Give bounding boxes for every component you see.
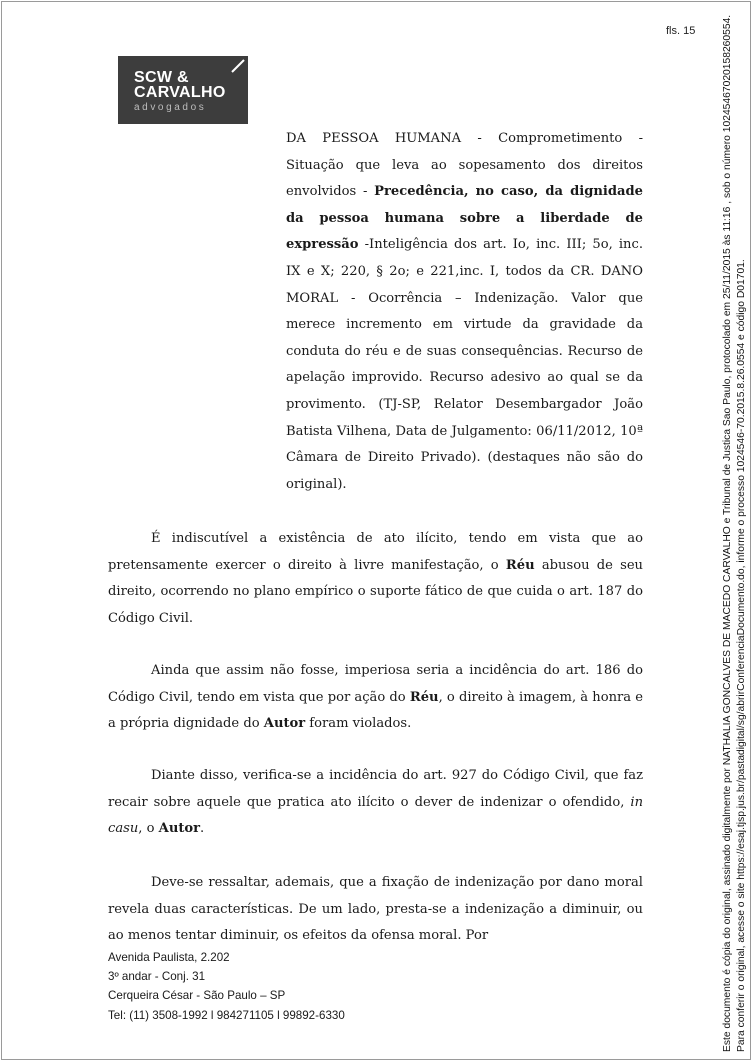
paragraph-1 (108, 526, 643, 632)
stamp-line-2: Para conferir o original, acesse o site https://esaj.tjsp.jus.br/pastadigital/sg/abrirConferenciaDocumento.do, informe o processo 1024546-70.2015.8.26.0554 e código D01701. (735, 259, 747, 1052)
p3-text-e: . (200, 821, 205, 837)
p2-autor: Autor (263, 716, 306, 732)
logo-line-2: CARVALHO (134, 84, 226, 101)
footer-address (108, 948, 428, 1025)
p1-reu: Réu (505, 557, 535, 573)
paragraph-2 (108, 658, 643, 738)
p2-reu: Réu (409, 689, 439, 705)
logo-line-3: advogados (134, 102, 207, 113)
quote-segment-1: DA PESSOA HUMANA - Comprometimento - Situação que leva ao sopesamento dos direitos envolvidos - (286, 131, 643, 200)
logo-line-1: SCW & (134, 69, 189, 86)
p2-text-a: Ainda que assim não fosse, imperiosa seria a incidência do art. 186 do Código Civil, tendo em vista que por ação do (108, 663, 643, 705)
footer-address-line-3: Cerqueira César - São Paulo – SP (108, 989, 286, 1003)
paragraph-4 (108, 870, 643, 950)
footer-address-line-2: 3º andar - Conj. 31 (108, 970, 206, 984)
p3-in-casu: in casu (108, 794, 643, 837)
p2-text-e: foram violados. (305, 716, 412, 732)
stamp-line-1: Este documento é cópia do original, assinado digitalmente por NATHALIA GONCALVES DE MACEDO CARVALHO e Tribunal de Justica Sao Paulo, protocolado em 25/11/2015 às 11:16 , sob o número 10245467020158260554. (722, 14, 733, 1052)
p1-text-c: abusou de seu direito, ocorrendo no plano empírico o suporte fático de que cuida o art. 187 do Código Civil. (108, 557, 643, 626)
quote-segment-bold: Precedência, no caso, da dignidade da pessoa humana sobre a liberdade de expressão (286, 184, 643, 253)
p1-text-a: É indiscutível a existência de ato ilícito, tendo em vista que ao pretensamente exercer o direito à livre manifestação, o (108, 531, 643, 573)
p2-text-c: , o direito à imagem, à honra e a própria dignidade do (108, 689, 643, 732)
p3-autor: Autor (158, 821, 201, 837)
p3-text-a: Diante disso, verifica-se a incidência do art. 927 do Código Civil, que faz recair sobre aquele que pratica ato ilícito o dever de indenizar o ofendido, (108, 768, 643, 810)
page-number: fls. 15 (666, 25, 696, 37)
digital-signature-stamp (721, 2, 748, 1052)
jurisprudence-quote (286, 126, 643, 498)
p3-text-c: , o (138, 821, 159, 837)
paragraph-3 (108, 763, 643, 843)
footer-address-line-1: Avenida Paulista, 2.202 (108, 951, 230, 964)
p4-text: Deve-se ressaltar, ademais, que a fixação de indenização por dano moral revela duas características. De um lado, presta-se a indenização a diminuir, ou ao menos tentar diminuir, os efeitos da ofensa moral. Por (108, 875, 643, 944)
quote-segment-3: -Inteligência dos art. Io, inc. III; 5o, inc. IX e X; 220, § 2o; e 221,inc. I, todos da CR. DANO MORAL - Ocorrência – Indenização. Valor que merece incremento em virtude da gravidade da conduta do réu e de suas consequências. Recurso de apelação improvido. Recurso adesivo ao qual se da provimento. (TJ-SP, Relator Desembargador João Batista Vilhena, Data de Julgamento: 06/11/2012, 10ª Câmara de Direito Privado). (destaques não são do original). (286, 237, 643, 492)
footer-phones: Tel: (11) 3508-1992 l 984271105 l 99892-6330 (108, 1008, 345, 1022)
logo-slash-icon (218, 56, 248, 86)
